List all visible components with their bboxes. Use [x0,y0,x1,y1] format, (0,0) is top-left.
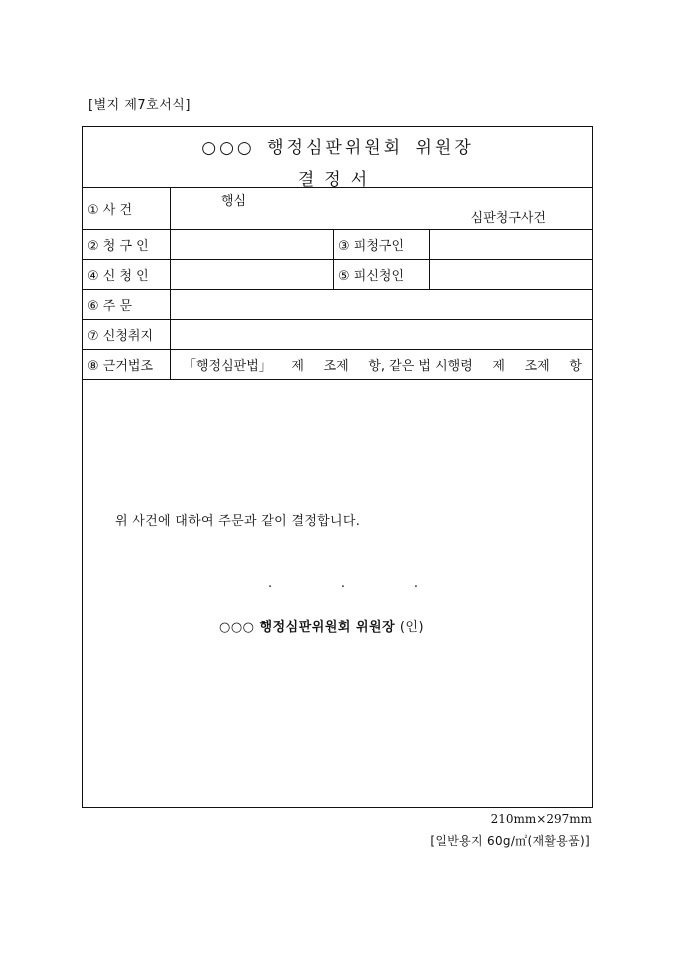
seal-mark: (인) [399,620,425,635]
form-number-label: [별지 제7호서식] [88,98,191,113]
decision-body [83,380,592,810]
basis-part: 조제 [323,359,349,374]
decision-date [268,576,418,591]
case-row [83,188,592,230]
respondent-label: ③ 피청구인 [333,230,430,259]
date-mark: . [268,576,273,591]
decision-form [82,126,593,808]
decision-statement: 위 사건에 대하여 주문과 같이 결정합니다. [115,514,361,529]
form-title-line1: ○○○ 행정심판위원회 위원장 [201,138,474,158]
form-title [83,127,592,188]
purpose-label: ⑦ 신청취지 [83,320,171,349]
basis-part: 제 [492,359,505,374]
date-mark: . [413,576,418,591]
claimant-row [83,230,592,260]
claimant-label: ② 청 구 인 [83,230,171,259]
basis-label: ⑧ 근거법조 [83,350,171,379]
form-title-line2: 결정서 [297,170,378,190]
signer-name: ○○○ 행정심판위원회 위원장 [219,620,396,635]
purpose-row [83,320,592,350]
basis-text [183,350,582,379]
basis-part: 「행정심판법」 [183,359,272,374]
date-mark: . [340,576,346,591]
case-suffix: 심판청구사건 [470,211,546,226]
paper-spec: [일반용지 60g/㎡(재활용품)] [430,834,590,848]
applicant-row [83,260,592,290]
basis-part: 조제 [524,359,550,374]
basis-part: 항, 같은 법 시행령 [368,359,473,374]
basis-part: 제 [291,359,304,374]
order-label: ⑥ 주 문 [83,290,171,319]
case-type: 행심 [221,194,247,209]
counter-applicant-label: ⑤ 피신청인 [333,260,430,289]
basis-row [83,350,592,380]
paper-size: 210mm×297mm [490,812,592,826]
case-label: ① 사 건 [83,188,171,229]
order-row [83,290,592,320]
basis-part: 항 [569,359,582,374]
applicant-label: ④ 신 청 인 [83,260,171,289]
signer [219,616,424,635]
